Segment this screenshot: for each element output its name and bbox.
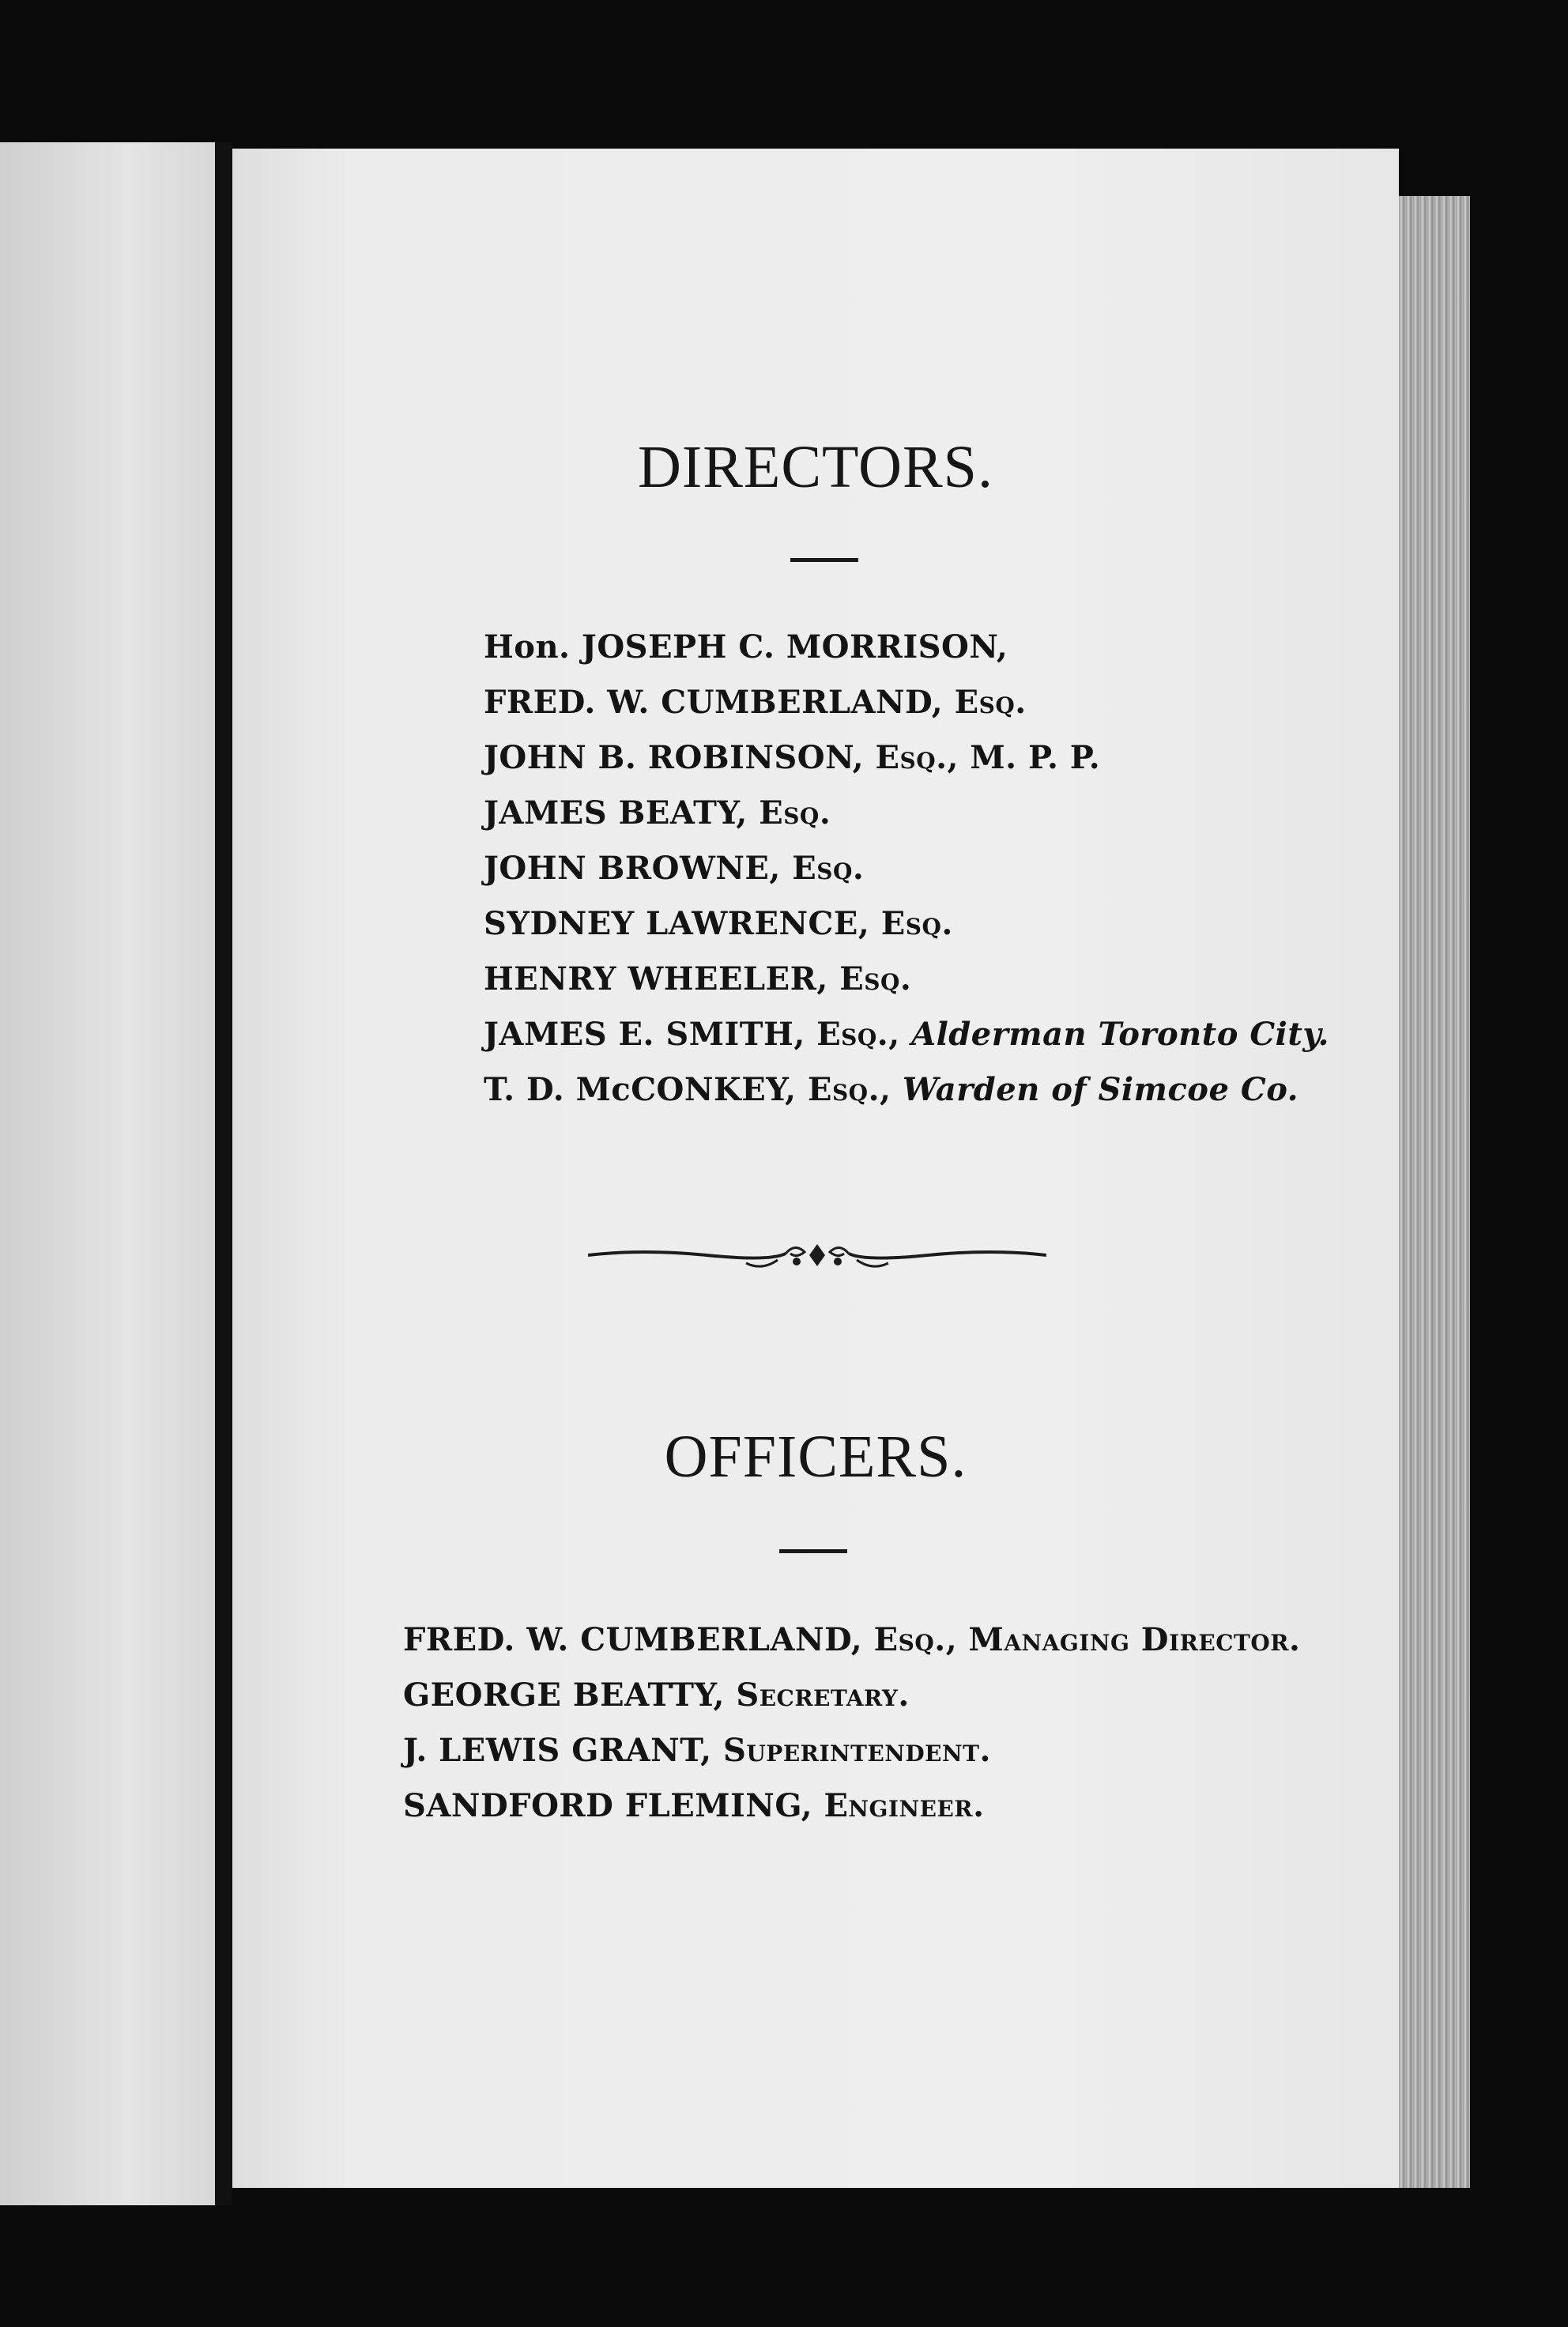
director-entry: JOHN BROWNE, Esq. bbox=[484, 850, 865, 887]
directors-heading: DIRECTORS. bbox=[638, 434, 993, 500]
director-entry: JOHN B. ROBINSON, Esq., M. P. P. bbox=[484, 739, 1101, 776]
director-entry: JAMES BEATY, Esq. bbox=[484, 794, 831, 832]
officer-entry: FRED. W. CUMBERLAND, Esq., Managing Director. bbox=[403, 1621, 1301, 1658]
officers-heading: OFFICERS. bbox=[664, 1424, 967, 1490]
director-entry: Hon. JOSEPH C. MORRISON, bbox=[484, 628, 1008, 666]
director-note: Alderman Toronto City. bbox=[911, 1016, 1329, 1053]
book-gutter bbox=[215, 142, 232, 2205]
officer-entry: SANDFORD FLEMING, Engineer. bbox=[403, 1787, 985, 1824]
director-entry: HENRY WHEELER, Esq. bbox=[484, 960, 912, 998]
director-entry: SYDNEY LAWRENCE, Esq. bbox=[484, 905, 953, 942]
officer-entry: GEORGE BEATTY, Secretary. bbox=[403, 1676, 910, 1714]
ornamental-flourish-divider-icon bbox=[588, 1231, 1046, 1279]
officers-rule bbox=[779, 1549, 847, 1553]
directors-list bbox=[484, 620, 1329, 1118]
officer-entry: J. LEWIS GRANT, Superintendent. bbox=[403, 1732, 991, 1769]
directors-rule bbox=[790, 558, 858, 562]
director-note: Warden of Simcoe Co. bbox=[902, 1071, 1299, 1108]
officers-list bbox=[403, 1612, 1300, 1834]
director-entry: FRED. W. CUMBERLAND, Esq. bbox=[484, 684, 1027, 721]
director-entry: JAMES E. SMITH, Esq., Alderman Toronto City. bbox=[484, 1016, 1329, 1053]
previous-page-edge bbox=[0, 142, 215, 2205]
page-edges bbox=[1399, 196, 1470, 2188]
director-entry: T. D. McCONKEY, Esq., Warden of Simcoe Co. bbox=[484, 1071, 1299, 1108]
